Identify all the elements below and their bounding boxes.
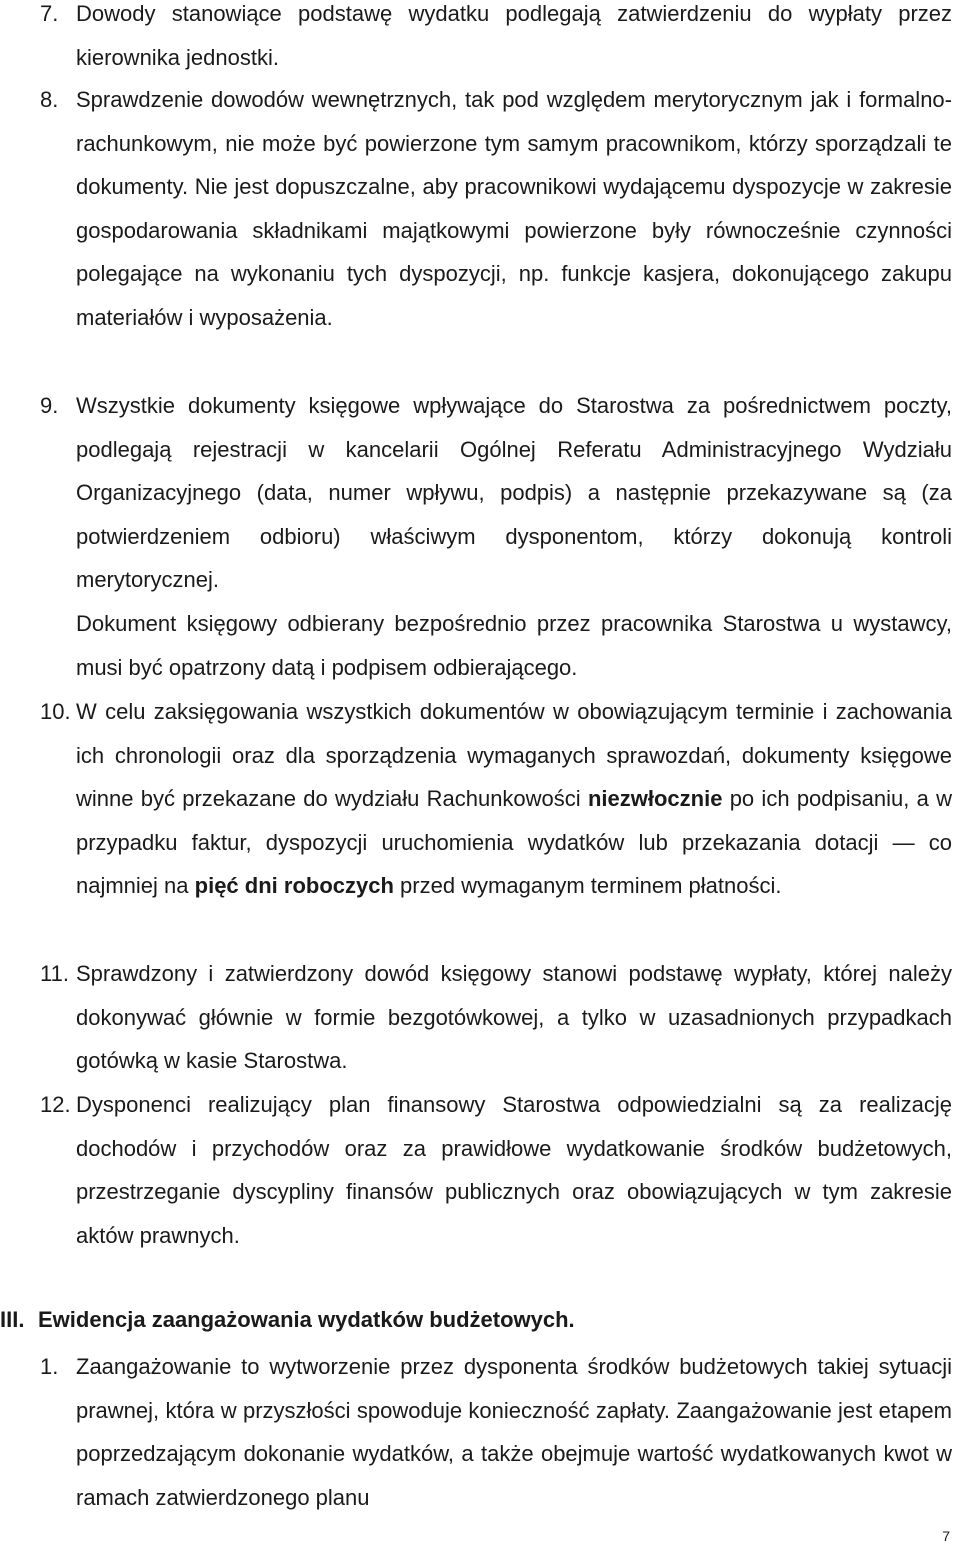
item-text: Dysponenci realizujący plan finansowy Starostwa odpowiedzialni są za realizację dochodów i przychodów oraz za prawidłowe wydatkowanie środków budżetowych, przestrzeganie dyscypliny finansów publicznych oraz obowiązujących w tym zakresie aktów prawnych.	[76, 1092, 952, 1248]
text-segment: po ich podpisaniu, a w przypadku faktur, dyspozycji uruchomienia wydatków lub przekazania dotacji — co najmniej na	[76, 786, 952, 899]
item-text: Sprawdzony i zatwierdzony dowód księgowy stanowi podstawę wypłaty, której należy dokonywać głównie w formie bezgotówkowej, a tylko w uzasadnionych przypadkach gotówką w kasie Starostwa.	[76, 961, 952, 1074]
bold-phrase: pięć dni roboczych	[194, 873, 394, 899]
item-number: 9.	[40, 393, 59, 418]
bold-phrase: niezwłocznie	[587, 786, 723, 812]
page-number: 7	[942, 1528, 950, 1544]
item-text: Sprawdzenie dowodów wewnętrznych, tak pod względem merytorycznym jak i formalno-rachunkowym, nie może być powierzone tym samym pracownikom, którzy sporządzali te dokumenty. Nie jest dopuszczalne, aby pracownikowi wydającemu dyspozycje w zakresie gospodarowania składnikami majątkowymi powierzone były równocześnie czynności polegające na wykonaniu tych dyspozycji, np. funkcje kasjera, dokonującego zakupu materiałów i wyposażenia.	[76, 87, 952, 330]
list-item-7	[0, 0, 952, 79]
text-segment: W celu zaksięgowania wszystkich dokumentów w obowiązującym terminie i zachowania ich chronologii oraz dla sporządzenia wymaganych sprawozdań, dokumenty księgowe winne być przekazane do wydziału Rachunkowości	[76, 699, 952, 812]
item-number: 1.	[40, 1354, 59, 1379]
item-paragraph-2: Dokument księgowy odbierany bezpośrednio przez pracownika Starostwa u wystawcy, musi być opatrzony datą i podpisem odbierającego.	[76, 610, 952, 680]
item-text: Zaangażowanie to wytworzenie przez dysponenta środków budżetowych takiej sytuacji prawnej, która w przyszłości spowoduje konieczność zapłaty. Zaangażowanie jest etapem poprzedzającym dokonanie wydatków, a także obejmuje wartość wydatkowanych kwot w ramach zatwierdzonego planu	[76, 1354, 952, 1510]
item-text: Dowody stanowiące podstawę wydatku podlegają zatwierdzeniu do wypłaty przez kierownika jednostki.	[76, 1, 952, 70]
item-text	[76, 690, 952, 908]
list-item-10	[0, 690, 952, 908]
item-number: 10.	[40, 699, 71, 724]
list-item-8	[0, 78, 952, 340]
item-number: 8.	[40, 87, 59, 112]
section-title: Ewidencja zaangażowania wydatków budżetowych.	[38, 1307, 575, 1332]
list-item-iii-1	[0, 1345, 952, 1519]
item-paragraph-1: Wszystkie dokumenty księgowe wpływające do Starostwa za pośrednictwem poczty, podlegają rejestracji w kancelarii Ogólnej Referatu Administracyjnego Wydziału Organizacyjnego (data, numer wpływu, podpis) a następnie przekazywane są (za potwierdzeniem odbioru) właściwym dysponentom, którzy dokonują kontroli merytorycznej.	[76, 393, 952, 593]
list-item-9	[0, 384, 952, 689]
section-number: III.	[0, 1307, 25, 1332]
item-number: 11.	[40, 961, 69, 986]
item-number: 12.	[40, 1092, 71, 1117]
text-segment: przed wymaganym terminem płatności.	[393, 873, 782, 899]
list-item-12	[0, 1083, 952, 1257]
list-item-11	[0, 952, 952, 1083]
item-number: 7.	[40, 1, 59, 26]
